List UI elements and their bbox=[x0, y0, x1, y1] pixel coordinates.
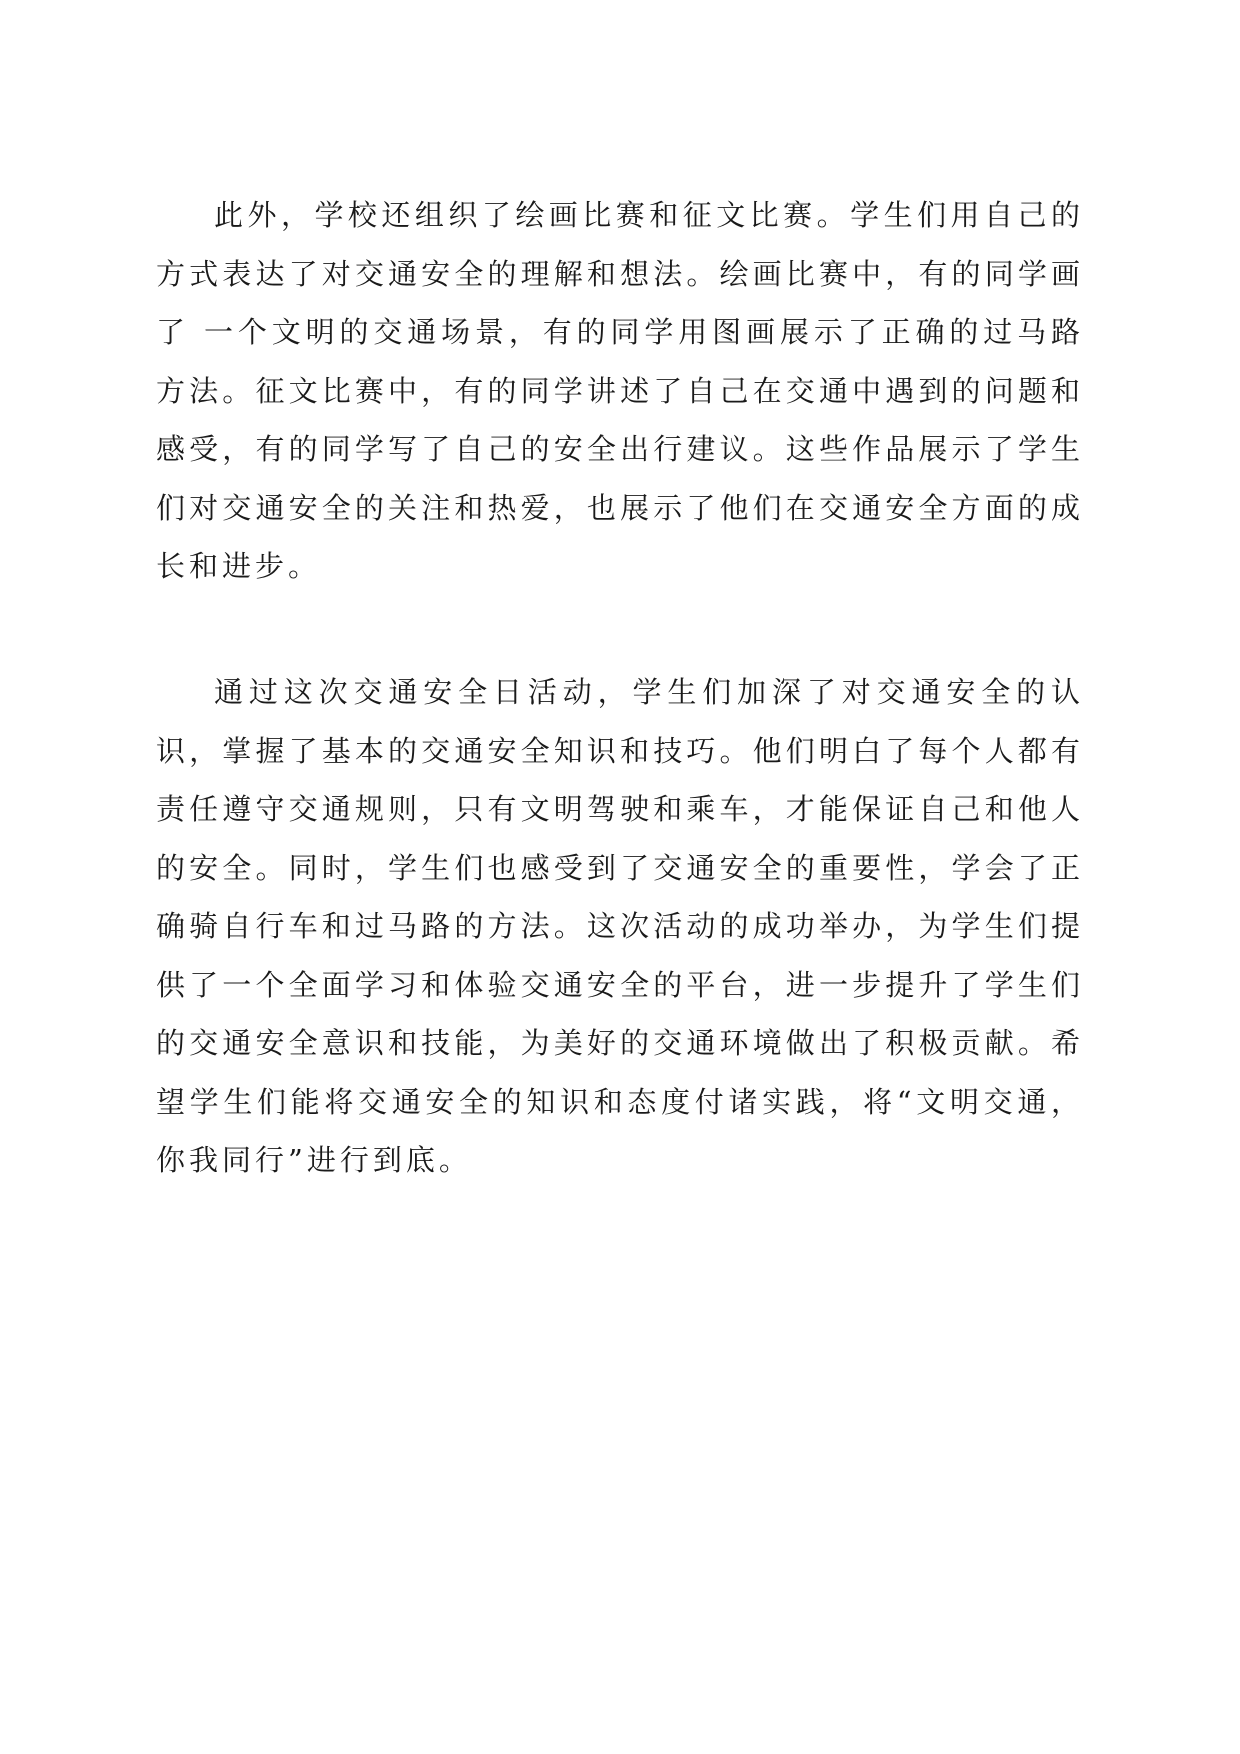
body-paragraph-2: 通过这次交通安全日活动，学生们加深了对交通安全的认识，掌握了基本的交通安全知识和技巧。他们明白了每个人都有责任遵守交通规则，只有文明驾驶和乘车，才能保证自己和他人的安全。同时，学生们也感受到了交通安全的重要性，学会了正确骑自行车和过马路的方法。这次活动的成功举办，为学生们提供了一个全面学习和体验交通安全的平台，进一步提升了学生们的交通安全意识和技能，为美好的交通环境做出了积极贡献。希望学生们能将交通安全的知识和态度付诸实践，将“文明交通，你我同行”进行到底。 bbox=[156, 675, 1084, 1177]
body-paragraph-1: 此外，学校还组织了绘画比赛和征文比赛。学生们用自己的方式表达了对交通安全的理解和想法。绘画比赛中，有的同学画了 一个文明的交通场景，有的同学用图画展示了正确的过马路方法。征文比赛中，有的同学讲述了自己在交通中遇到的问题和感受，有的同学写了自己的安全出行建议。这些作品展示了学生们对交通安全的关注和热爱，也展示了他们在交通安全方面的成长和进步。 bbox=[156, 198, 1084, 583]
